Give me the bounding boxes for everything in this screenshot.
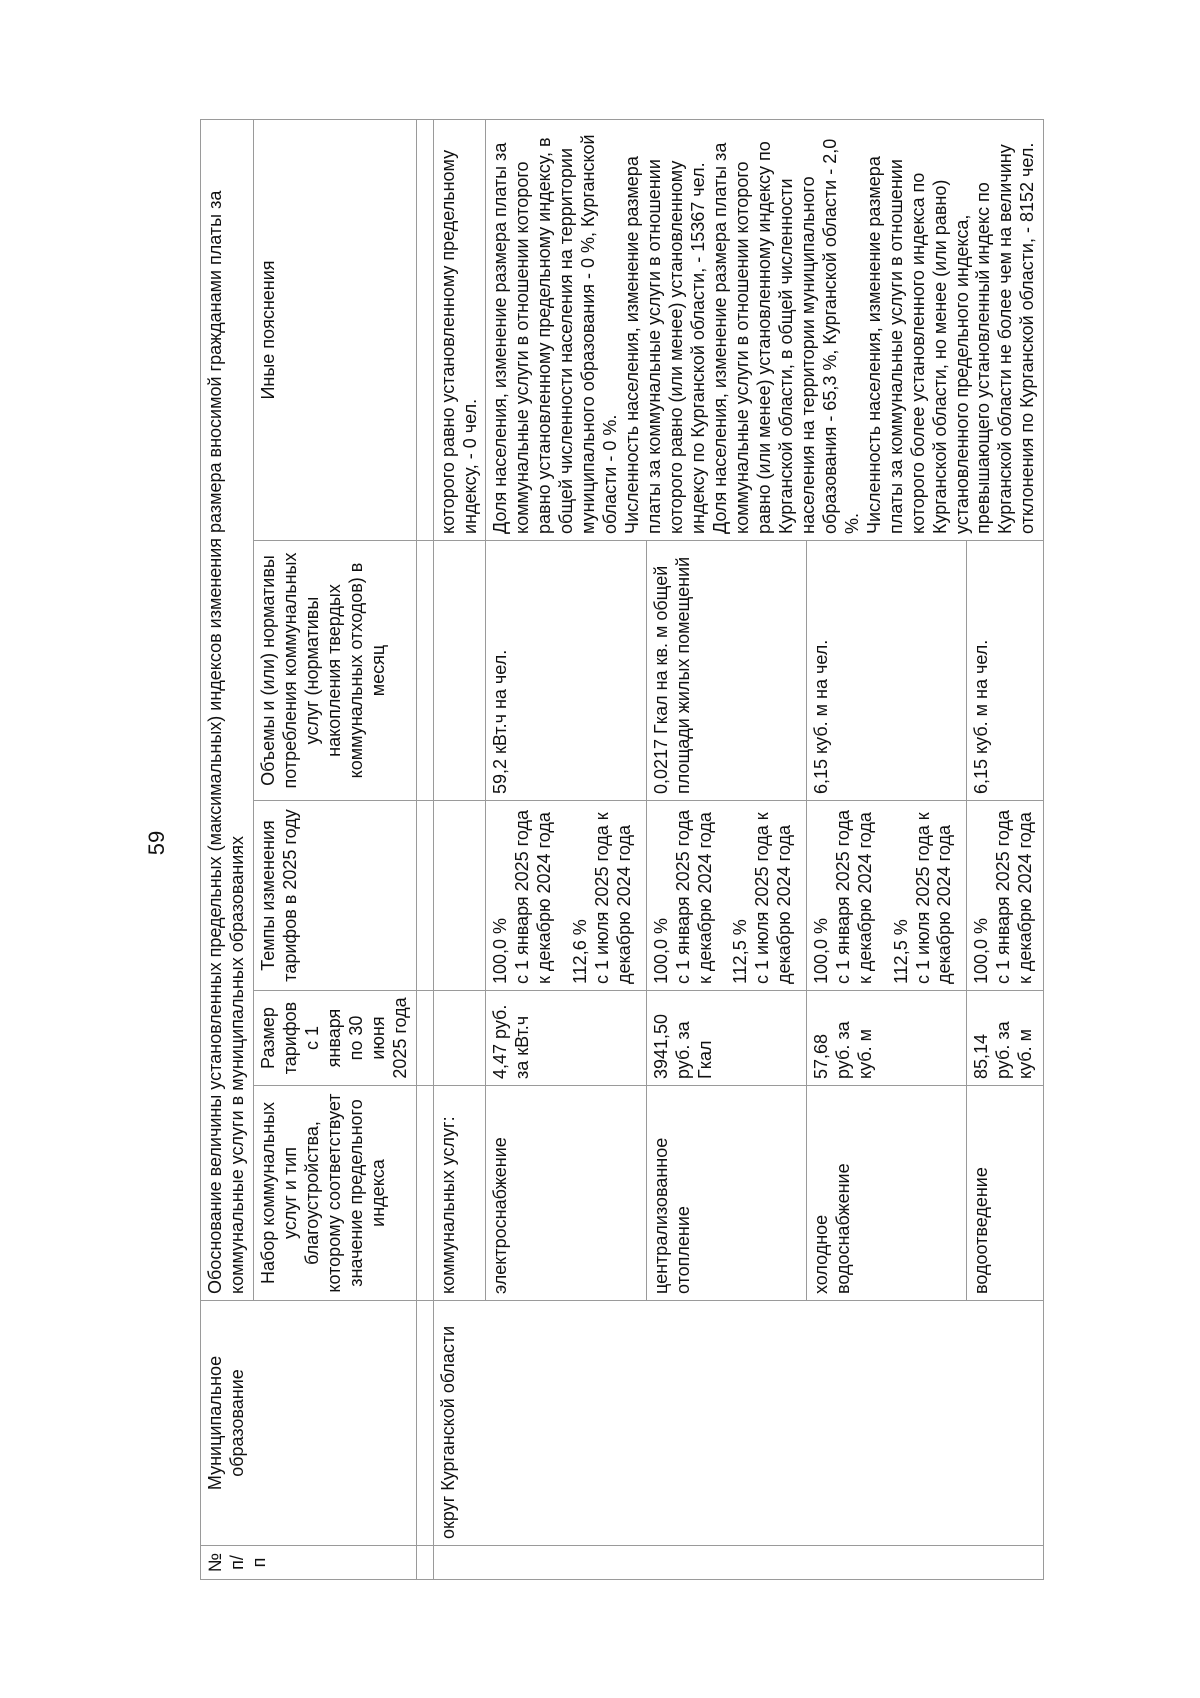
notes-cell: [486, 120, 1044, 541]
rate1-value: 100,0 %: [650, 917, 671, 984]
rate2-text: с 1 июля 2025 года к декабрю 2024 года: [912, 812, 955, 984]
service-name: холодное водоснабжение: [806, 1086, 966, 1301]
rate1-value: 100,0 %: [810, 917, 831, 984]
rate2-text: с 1 июля 2025 года к декабрю 2024 года: [752, 812, 795, 984]
service-name: электроснабжение: [486, 1086, 646, 1301]
header-row-1: [201, 120, 254, 1580]
note-paragraph: Доля населения, изменение размера платы за коммунальные услуги в отношении которого равно установленному предельному индексу, в общей численности населения на территории муниципального образования - 0 %, Курганской области - 0 %.: [490, 134, 621, 534]
header-municipality: Муниципальное образование: [201, 1301, 417, 1546]
tariff-value: 85,14 руб. за куб. м: [966, 991, 1044, 1086]
volume-value: 6,15 куб. м на чел.: [966, 541, 1044, 801]
rate2-text: с 1 июля 2025 года к декабрю 2024 года: [592, 812, 635, 984]
rate-cell: [486, 801, 646, 991]
service-name: централизованное отопление: [646, 1086, 806, 1301]
note-paragraph: Численность населения, изменение размера платы за коммунальные услуги в отношении которого более установленного индекса по Курганской области, но менее (или равно) установленного предельного индекса, превышающего установленный индекс по Курганской области не более чем на величину отклонения по Курганской области, - 8152 чел.: [863, 142, 1038, 534]
tariff-index-table: [200, 119, 1044, 1580]
volume-value: 0,0217 Гкал на кв. м общей площади жилых помещений: [646, 541, 806, 801]
rate1-text: с 1 января 2025 года к декабрю 2024 года: [512, 810, 555, 984]
header-rates: Темпы изменения тарифов в 2025 году: [253, 801, 416, 991]
header-volumes: Объемы и (или) нормативы потребления коммунальных услуг (нормативы накопления твердых коммунальных отходов) в месяц: [253, 541, 416, 801]
rate1-text: с 1 января 2025 года к декабрю 2024 года: [672, 810, 715, 984]
note-paragraph: Доля населения, изменение размера платы за коммунальные услуги в отношении которого равно (или менее) установленному индексу по Курганской области, в общей численности населения на территории муниципального образования - 65,3 %, Курганской области - 2,0 %.: [710, 138, 862, 534]
volume-value: 59,2 кВт.ч на чел.: [486, 541, 646, 801]
spacer-row: [416, 120, 433, 1580]
rotated-table-container: [200, 120, 1060, 1580]
row-number: [433, 1546, 1044, 1580]
page-number: 59: [144, 830, 170, 856]
table-title: Обоснование величины установленных предельных (максимальных) индексов изменения размера вносимой гражданами платы за коммунальные услуги в муниципальных образованиях: [201, 120, 254, 1301]
rate-cell: [966, 801, 1044, 991]
rate-cell: [646, 801, 806, 991]
header-tariff-size: Размер тарифов с 1 января по 30 июня 2025 года: [253, 991, 416, 1086]
rate1-value: 100,0 %: [970, 917, 991, 984]
rate-cell: [806, 801, 966, 991]
group-label: коммунальных услуг:: [433, 1086, 486, 1301]
municipality-cell: округ Курганской области: [433, 1301, 1044, 1546]
rate2-value: 112,6 %: [570, 919, 591, 984]
rate1-text: с 1 января 2025 года к декабрю 2024 года: [992, 810, 1035, 984]
tariff-value: 57,68 руб. за куб. м: [806, 991, 966, 1086]
rate2-value: 112,5 %: [890, 919, 911, 984]
service-name: водоотведение: [966, 1086, 1044, 1301]
rate1-text: с 1 января 2025 года к декабрю 2024 года: [832, 810, 875, 984]
header-notes: Иные пояснения: [253, 120, 416, 541]
header-no: № п/п: [201, 1546, 417, 1580]
rate1-value: 100,0 %: [490, 917, 511, 984]
continued-note: которого равно установленному предельному индексу, - 0 чел.: [433, 120, 486, 541]
volume-value: 6,15 куб. м на чел.: [806, 541, 966, 801]
rate2-value: 112,5 %: [730, 919, 751, 984]
group-row: [433, 120, 486, 1580]
tariff-value: 3941,50 руб. за Гкал: [646, 991, 806, 1086]
header-service-set: Набор коммунальных услуг и тип благоустройства, которому соответствует значение предельного индекса: [253, 1086, 416, 1301]
tariff-value: 4,47 руб. за кВт.ч: [486, 991, 646, 1086]
note-paragraph: Численность населения, изменение размера платы за коммунальные услуги в отношении которого равно (или менее) установленному индексу по Курганской области, - 15367 чел.: [622, 156, 709, 534]
